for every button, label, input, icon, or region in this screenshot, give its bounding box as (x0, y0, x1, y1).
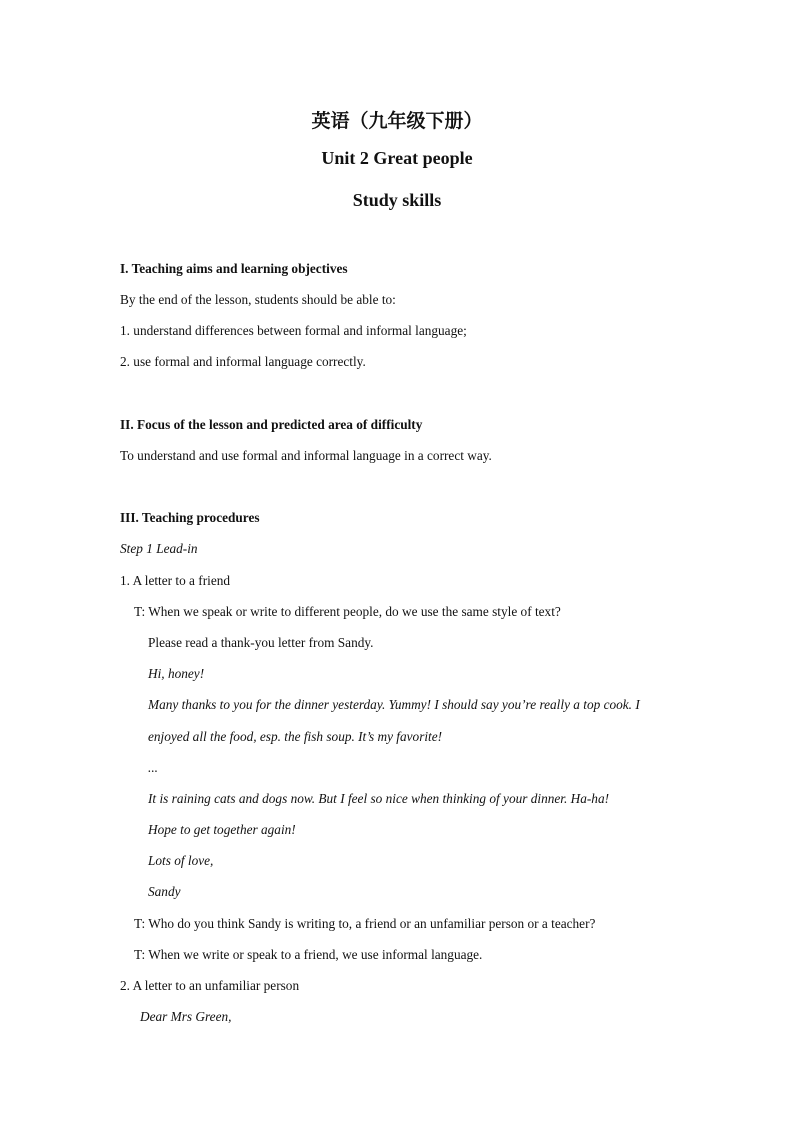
letter-body-line-4: Hope to get together again! (148, 822, 296, 837)
section-title: Study skills (352, 190, 442, 210)
procedures-heading: III. Teaching procedures (120, 510, 260, 525)
letter-closing: Lots of love, (148, 853, 214, 868)
focus-heading: II. Focus of the lesson and predicted area of difficulty (120, 417, 423, 432)
part1-title: 1. A letter to a friend (120, 573, 231, 588)
letter-ellipsis: ... (148, 760, 158, 775)
letter-body-line-3: It is raining cats and dogs now. But I feel so nice when thinking of your dinner. Ha-ha! (148, 791, 610, 806)
teacher-instruction: Please read a thank-you letter from Sandy. (148, 635, 374, 650)
teacher-followup-1: T: Who do you think Sandy is writing to, a friend or an unfamiliar person or a teacher? (134, 916, 596, 931)
letter-signature: Sandy (148, 884, 181, 899)
teacher-question: T: When we speak or write to different people, do we use the same style of text? (134, 604, 561, 619)
unit-title: Unit 2 Great people (321, 148, 473, 168)
subject-title: 英语（九年级下册） (311, 110, 483, 132)
aims-heading: I. Teaching aims and learning objectives (120, 261, 348, 276)
letter-greeting: Hi, honey! (148, 666, 205, 681)
aims-item-1: 1. understand differences between formal and informal language; (120, 323, 467, 338)
step1-label: Step 1 Lead-in (120, 541, 198, 556)
letter-body-line-2: enjoyed all the food, esp. the fish soup. It’s my favorite! (148, 729, 443, 744)
part2-greeting: Dear Mrs Green, (140, 1009, 232, 1024)
focus-text: To understand and use formal and informal language in a correct way. (120, 448, 492, 463)
letter-body-line-1: Many thanks to you for the dinner yesterday. Yummy! I should say you’re really a top cook. I (148, 697, 640, 712)
aims-intro: By the end of the lesson, students should be able to: (120, 292, 396, 307)
aims-item-2: 2. use formal and informal language correctly. (120, 354, 366, 369)
part2-title: 2. A letter to an unfamiliar person (120, 978, 300, 993)
teacher-followup-2: T: When we write or speak to a friend, we use informal language. (134, 947, 483, 962)
